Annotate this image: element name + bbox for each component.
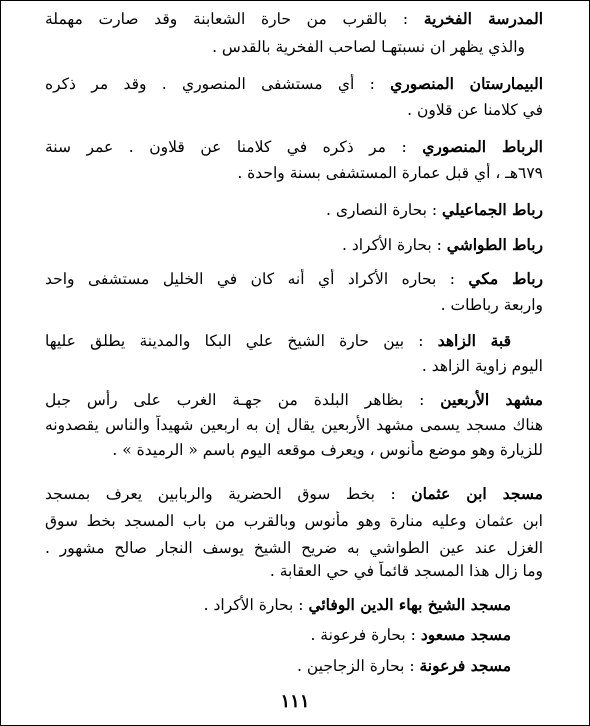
entry-term: مسجد فرعونة bbox=[419, 656, 511, 675]
text-line bbox=[45, 295, 543, 315]
page-number: ١١١ bbox=[280, 691, 310, 712]
entry-text: : أي مستشفى المنصوري . وقد مر ذكره bbox=[45, 75, 375, 93]
text-line bbox=[45, 356, 543, 376]
entry-text: للزيارة وهو موضع مأنوس ، ويعرف موقعه اليوم باسم « الرميدة » . bbox=[112, 441, 543, 459]
entry-text: اليوم زاوية الزاهد . bbox=[421, 357, 543, 375]
entry-text: ابن عثمان وعليه منارة وهو مأنوس وبالقرب من باب المسجد بخط سوق bbox=[45, 512, 543, 530]
text-line bbox=[45, 561, 543, 581]
text-line bbox=[45, 390, 543, 410]
entry-term: رباط الجماعيلي bbox=[442, 200, 543, 219]
entry-text: : بالقرب من حارة الشعابنة وقد صارت مهملة bbox=[45, 10, 409, 28]
text-line bbox=[45, 484, 543, 504]
entry-text: هناك مسجد يسمى مشهد الأربعين يقال إن به اربعين شهيداً والناس يقصدونه bbox=[45, 416, 543, 434]
text-line bbox=[45, 595, 511, 615]
text-line bbox=[45, 511, 543, 531]
text-line bbox=[45, 74, 543, 94]
entry-text: وما زال هذا المسجد قائماً في حي العقابة . bbox=[269, 562, 543, 580]
entry-text: : بظاهر البلدة من جهـة الغرب على رأس جبل bbox=[45, 391, 425, 409]
text-line bbox=[45, 100, 543, 120]
text-line bbox=[45, 625, 511, 645]
text-line bbox=[45, 137, 543, 157]
entry-term: مسجد ابن عثمان bbox=[411, 484, 543, 503]
entry-term: الرباط المنصوري bbox=[422, 137, 543, 156]
text-line bbox=[45, 163, 543, 183]
text-line bbox=[45, 9, 543, 29]
entry-term: رباط مكي bbox=[468, 269, 543, 288]
entry-text: الغزل عند عين الطواشي به ضريح الشيخ يوسف النجار صالح مشهور . bbox=[45, 539, 543, 557]
text-line bbox=[45, 538, 543, 558]
entry-text: ٦٧٩هـ ، أي قبل عمارة المستشفى بسنة واحدة . bbox=[237, 164, 543, 182]
text-line bbox=[45, 656, 511, 676]
text-line bbox=[45, 269, 543, 289]
entry-text: : بحارة الأكراد . bbox=[341, 236, 442, 254]
entry-term: رباط الطواشي bbox=[446, 235, 543, 254]
entry-text: والذي يظهر ان نسبتهـا لصاحب الفخرية بالقدس . bbox=[212, 38, 525, 56]
entry-text: : بحارة النصارى . bbox=[326, 201, 438, 219]
text-line bbox=[45, 235, 543, 255]
entry-term: المدرسة الفخرية bbox=[423, 9, 543, 28]
text-line bbox=[45, 331, 511, 351]
entry-text: في كلامنا عن قلاون . bbox=[407, 101, 543, 119]
text-line bbox=[45, 440, 543, 460]
text-line bbox=[45, 37, 525, 57]
entry-term: البيمارستان المنصوري bbox=[390, 74, 543, 93]
entry-term: مسجد الشيخ بهاء الدين الوفائي bbox=[308, 595, 511, 614]
entry-text: : بحاره الأكراد أي أنه كان في الخليل مستشفى واحد bbox=[45, 270, 455, 288]
text-line bbox=[45, 415, 543, 435]
entry-text: : مر ذكره في كلامنا عن قلاون . عمر سنة bbox=[45, 138, 407, 156]
entry-text: : بخط سوق الحضرية والربابين يعرف بمسجد bbox=[45, 485, 396, 503]
entry-term: مشهد الأربعين bbox=[440, 390, 543, 409]
entry-term: مسجد مسعود bbox=[420, 625, 511, 644]
text-line bbox=[45, 200, 543, 220]
entry-text: : بحارة فرعونة . bbox=[310, 626, 416, 644]
entry-text: : بين حارة الشيخ علي البكا والمدينة يطلق عليها bbox=[45, 332, 424, 350]
entry-text: : بحارة الأكراد . bbox=[203, 596, 304, 614]
entry-text: واربعة رباطات . bbox=[440, 296, 543, 314]
entry-text: : بحارة الزجاجين . bbox=[297, 657, 415, 675]
entry-term: قبة الزاهد bbox=[437, 331, 511, 350]
